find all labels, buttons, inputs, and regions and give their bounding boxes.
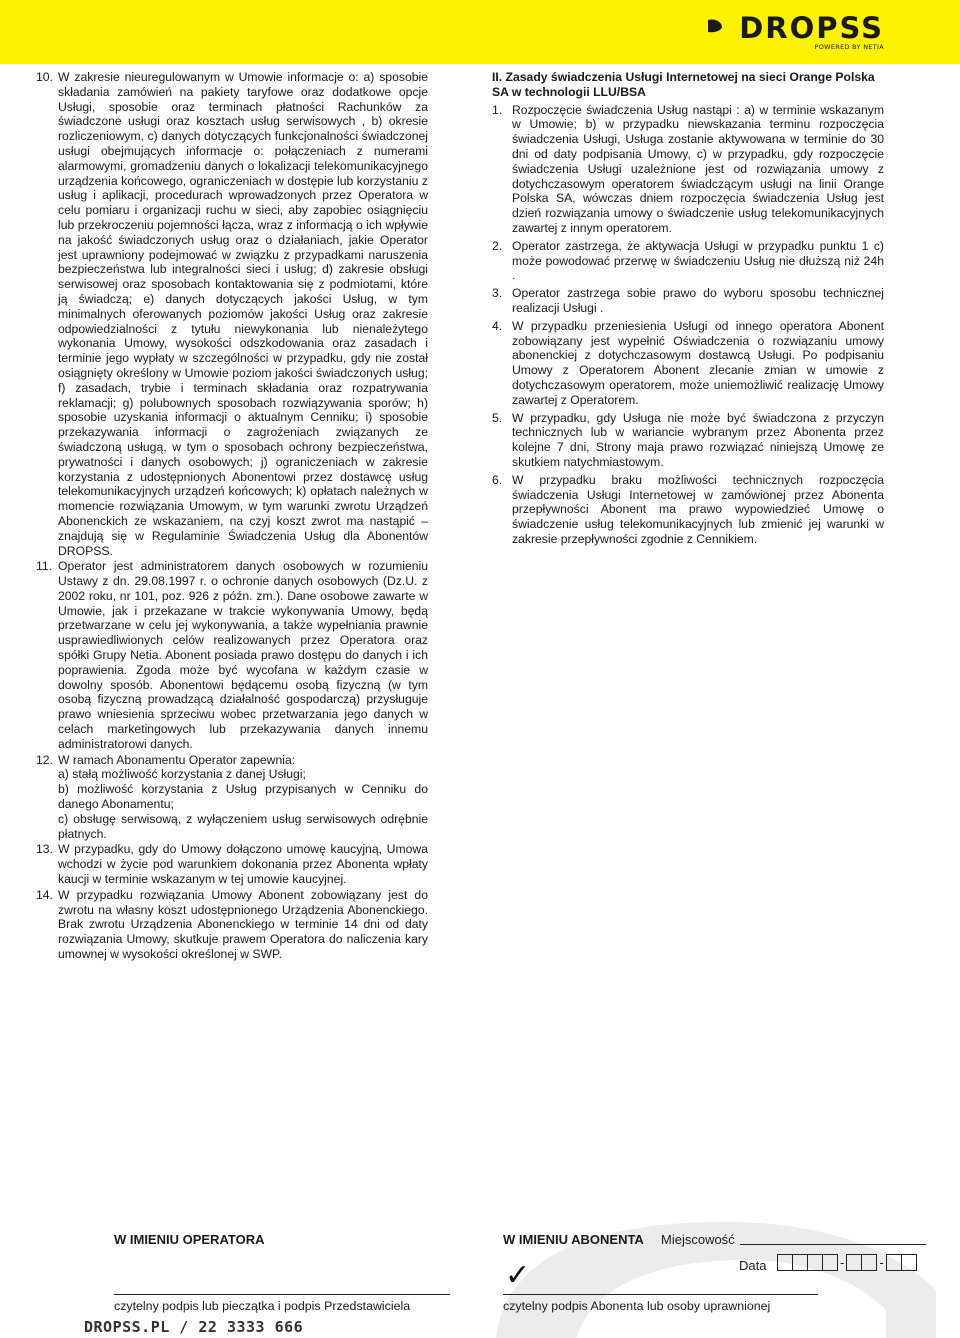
item-number: 4. <box>492 318 503 333</box>
numbered-item <box>492 411 884 470</box>
numbered-item <box>492 103 884 236</box>
item-text: Operator zastrzega, że aktywacja Usługi w przypadku punktu 1 c) może powodować przerwę w świadczeniu Usług nie dłuższą niż 24h . <box>512 238 884 283</box>
signature-watermark-shape <box>466 1210 946 1338</box>
date-box[interactable] <box>861 1254 877 1271</box>
item-text: Rozpoczęcie świadczenia Usług nastąpi : a) w terminie wskazanym w Umowie; b) w przypadku niewskazania terminu rozpoczęcia świadczenia Usługi, Usługa zostanie aktywowana w terminie do 30 dni od daty podpisania Umowy, c) w przypadku, gdy rozpoczęcie świadczenia Usługi uzależnione jest od rozwiązania umowy z dotychczasowym operatorem świadczącym usługi na linii Orange Polska SA, wówczas dniem rozpoczęcia świadczenia Usług jest dzień rozwiązania umowy o świadczenie usług telekomunikacyjnych zawartej z innym operatorem. <box>512 102 884 235</box>
item-number: 11. <box>36 559 53 574</box>
section-title: II. Zasady świadczenia Usługi Internetowej na sieci Orange Polska SA w technologii LLU/BSA <box>492 70 875 99</box>
subscriber-signature-caption: czytelny podpis Abonenta lub osoby uprawnionej <box>503 1299 771 1313</box>
operator-signature-line[interactable] <box>114 1294 450 1295</box>
item-number: 2. <box>492 238 503 253</box>
item-paragraph: Operator jest administratorem danych osobowych w rozumieniu Ustawy z dn. 29.08.1997 r. o ochronie danych osobowych (Dz.U. z 2002 roku, nr 101, poz. 926 z późn. zm.). Dane osobowe zawarte w Umowie, jak i przekazane w trakcie wykonywania Umowy, będą przetwarzane w celu jej wykonywania, a także wypełniania prawnie usprawiedliwionych celów realizowanych przez Operatora oraz spółki Grupy Netia. Abonent posiada prawo dostępu do danych i ich poprawienia. Zgoda może być wycofana w każdym czasie w dowolny sposób. Abonentowi będącemu osobą fizyczną (w tym osobą fizyczną prowadzącą działalność gospodarczą) przysługuje prawo wniesienia sprzeciwu wobec przetwarzania jego danych w celach marketingowych lub przekazywania danych innemu administratorowi danych. <box>58 559 428 751</box>
logo-subtitle: POWERED BY NETIA <box>814 43 884 51</box>
item-text: Operator zastrzega sobie prawo do wyboru sposobu technicznej realizacji Usługi . <box>512 286 884 315</box>
date-box[interactable] <box>846 1254 862 1271</box>
item-text <box>58 70 428 558</box>
item-number: 13. <box>36 842 53 857</box>
item-paragraph: W zakresie nieuregulowanym w Umowie informacje o: a) sposobie składania zamówień na pakiety taryfowe oraz dodatkowe opcje Usługi, sposobie oraz terminach płatności Rachunków za świadczone usługi oraz kosztach usług serwisowych , b) okresie rozliczeniowym, c) danych dotyczących funkcjonalności świadczonej usługi obejmujących informacje o: połączeniach z numerami alarmowymi, gromadzeniu danych o lokalizacji telekomunikacyjnego urządzenia końcowego, ograniczeniach w dostępie lub korzystaniu z usług i aplikacji, procedurach wprowadzonych przez Operatora w celu pomiaru i organizacji ruchu w sieci, aby zapobiec osiągnięciu lub przekroczeniu pojemności łącza, wraz z informacją o ich wpływie na jakość świadczonych usług oraz o działaniach, jakie Operator jest uprawniony podejmować w związku z przypadkami naruszenia bezpieczeństwa lub integralności sieci i usług; d) zakresie obsługi serwisowej oraz sposobach kontaktowania się z podmiotami, które ją świadczą; e) danych dotyczących jakości Usług, w tym minimalnych oferowanych poziomów jakości Usług oraz zakresie odpowiedzialności z tytułu niewykonania lub nienależytego wykonania Umowy, wysokości odszkodowania oraz zasadach i terminie jego wypłaty w szczególności w przypadku, gdy nie został osiągnięty określony w Umowie poziom jakości świadczonych usług; f) zasadach, trybie i terminach składania oraz rozpatrywania reklamacji; g) polubownych sposobach rozwiązywania sporów; h) sposobie uzyskania informacji o aktualnym Cenniku; i) sposobie przekazywania informacji o zagrożeniach związanych ze świadczoną usługą, w tym o sposobach ochrony bezpieczeństwa, prywatności i danych osobowych; j) ograniczeniach w zakresie korzystania z udostępnionych Abonentowi przez dostawcę usług telekomunikacyjnych urządzeń końcowych; k) opłatach należnych w momencie rozwiązania Umowym, w tym warunki zwrotu Urządzeń Abonenckich ze wskazaniem, na czyj koszt zwrot ma nastąpić – znajdują się w Regulaminie Świadczenia Usług dla Abonentów DROPSS. <box>58 70 428 558</box>
right-items <box>492 103 884 547</box>
numbered-item <box>492 473 884 547</box>
numbered-item <box>36 559 428 751</box>
subscriber-signature-title: W IMIENIU ABONENTA <box>503 1232 644 1247</box>
operator-signature-caption: czytelny podpis lub pieczątka i podpis Przedstawiciela <box>114 1299 411 1313</box>
header-bar <box>0 0 960 64</box>
subscriber-signature-line[interactable] <box>503 1294 818 1295</box>
item-number: 6. <box>492 472 503 487</box>
item-number: 3. <box>492 286 503 301</box>
date-box[interactable] <box>886 1254 902 1271</box>
logo-text: DROPSS <box>739 11 884 45</box>
item-paragraph: W ramach Abonamentu Operator zapewnia: <box>58 752 296 767</box>
item-paragraph: b) możliwość korzystania z Usług przypisanych w Cenniku do danego Abonamentu; <box>58 782 428 812</box>
place-label: Miejscowość <box>661 1232 735 1247</box>
item-text <box>58 753 428 842</box>
date-box[interactable] <box>807 1254 823 1271</box>
item-number: 10. <box>36 70 53 84</box>
numbered-item <box>492 239 884 283</box>
item-paragraph: W przypadku rozwiązania Umowy Abonent zobowiązany jest do zwrotu na własny koszt udostępnionego Urządzenia Abonenckiego. Brak zwrotu Urządzenia Abonenckiego w terminie 14 dni od daty rozwiązania Umowy, skutkuje prawem Operatora do naliczenia kary umownej w wysokości określonej w SWP. <box>58 887 428 962</box>
item-text: W przypadku, gdy Usługa nie może być świadczona z przyczyn technicznych lub w wariancie wybranym przez Abonenta przez kolejne 7 dni, Strony maja prawo rozwiązać niniejszą Umowę ze skutkiem natychmiastowym. <box>512 410 884 469</box>
right-column <box>492 70 884 547</box>
item-text <box>58 842 428 886</box>
item-text <box>58 559 428 751</box>
item-text: W przypadku braku możliwości technicznych rozpoczęcia świadczenia Usługi Internetowej w zamówionej przez Abonenta przepływności Abonent ma prawo wypowiedzieć Umowę o świadczenie usług telekomunikacyjnych lub zmienić jej warunki w zakresie przepływności zgodnie z Cennikiem. <box>512 472 884 546</box>
date-box[interactable] <box>792 1254 808 1271</box>
numbered-item <box>36 888 428 962</box>
date-box[interactable] <box>901 1254 917 1271</box>
numbered-item <box>36 70 428 558</box>
operator-signature-title: W IMIENIU OPERATORA <box>114 1232 265 1247</box>
item-text: W przypadku przeniesienia Usługi od innego operatora Abonent zobowiązany jest wypełnić Oświadczenia o rozwiązaniu umowy abonenckiej z dotychczasowym dostawcą Usługi. Po podpisaniu Umowy z Operatorem Abonent zlecanie zmian w umowie z dotychczasowym operatorem, może uniemożliwić realizację Umowy zawartej z Operatorem. <box>512 318 884 407</box>
item-number: 12. <box>36 752 53 767</box>
item-number: 5. <box>492 410 503 425</box>
item-paragraph: a) stałą możliwość korzystania z danej Usługi; <box>58 767 306 782</box>
left-column <box>36 70 428 962</box>
place-field[interactable] <box>740 1244 926 1245</box>
item-number: 1. <box>492 102 503 117</box>
date-box[interactable] <box>822 1254 838 1271</box>
item-text <box>58 888 428 962</box>
checkmark-icon: ✓ <box>505 1258 531 1293</box>
item-number: 14. <box>36 887 53 902</box>
item-paragraph: c) obsługę serwisową, z wyłączeniem usług serwisowych odrębnie płatnych. <box>58 811 428 841</box>
numbered-item <box>36 753 428 842</box>
date-separator: - <box>840 1255 845 1270</box>
date-field[interactable] <box>777 1254 916 1271</box>
numbered-item <box>36 842 428 886</box>
numbered-item <box>492 319 884 408</box>
logo-mark-icon <box>706 17 724 35</box>
footer-contact: DROPSS.PL / 22 3333 666 <box>84 1318 304 1336</box>
date-label: Data <box>739 1258 767 1273</box>
dropss-logo <box>714 12 884 52</box>
item-paragraph: W przypadku, gdy do Umowy dołączono umowę kaucyjną, Umowa wchodzi w życie pod warunkiem dokonania przez Abonenta wpłaty kaucji w terminie wskazanym w tej umowie kaucyjnej. <box>58 842 428 887</box>
date-box[interactable] <box>777 1254 793 1271</box>
date-separator: - <box>879 1255 884 1270</box>
numbered-item <box>492 286 884 316</box>
